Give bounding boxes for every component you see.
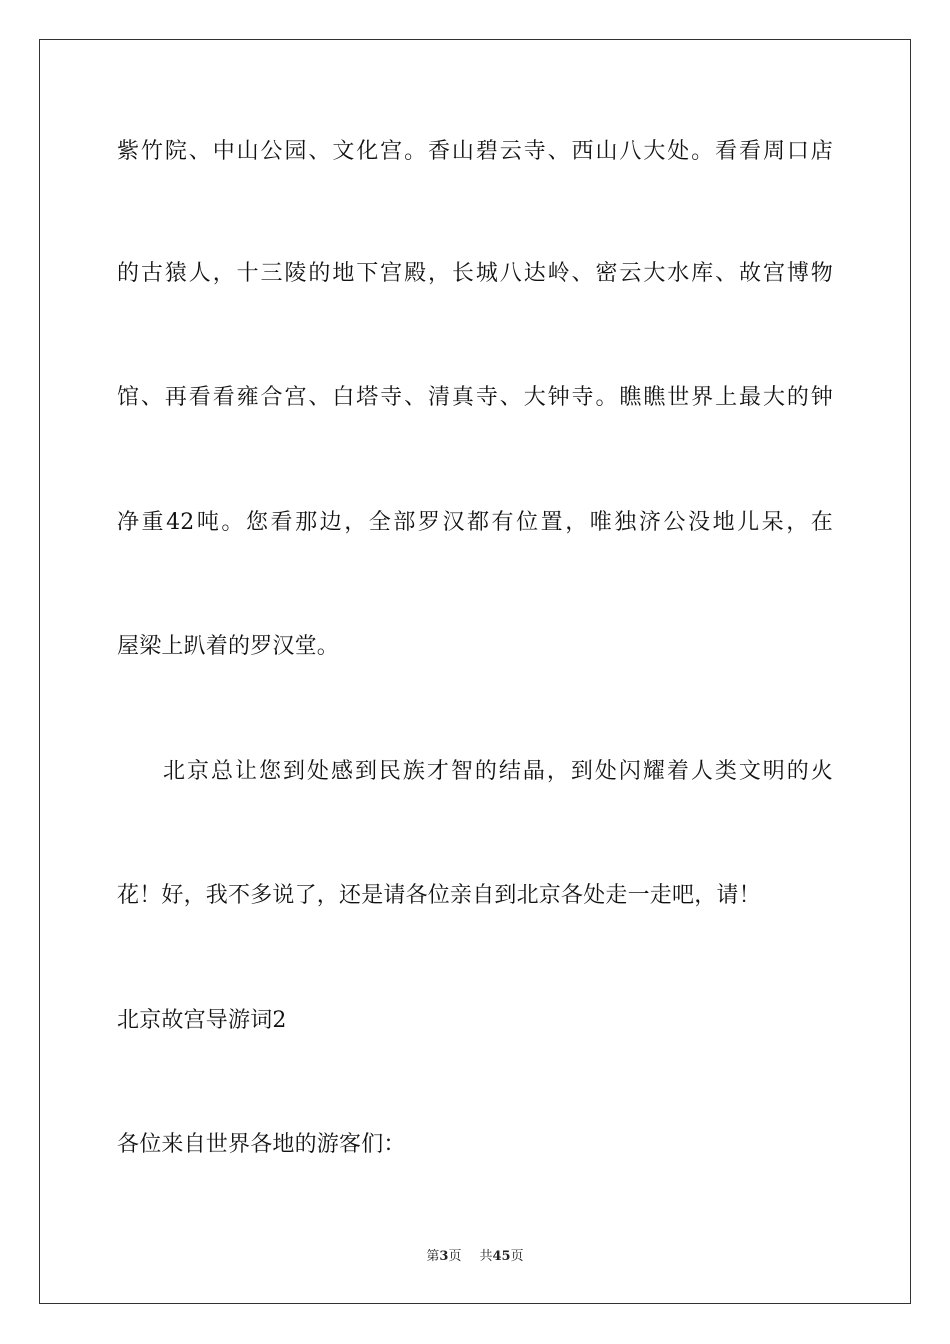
body-text-line: 净重42吨。您看那边，全部罗汉都有位置，唯独济公没地儿呆，在 [117,510,833,535]
page-suffix: 页 [448,1249,462,1264]
body-text-line: 馆、再看看雍合宫、白塔寺、清真寺、大钟寺。瞧瞧世界上最大的钟 [117,385,833,410]
body-text-line: 的古猿人，十三陵的地下宫殿，长城八达岭、密云大水库、故宫博物 [117,261,833,286]
page-number: 3 [439,1249,449,1264]
total-prefix: 共 [479,1249,493,1264]
body-text-line: 花！好，我不多说了，还是请各位亲自到北京各处走一走吧，请！ [117,883,761,908]
section-heading: 北京故宫导游词2 [117,1008,287,1033]
body-text-line: 紫竹院、中山公园、文化宫。香山碧云寺、西山八大处。看看周口店 [117,139,833,164]
page-border [39,39,911,1304]
body-text-line: 北京总让您到处感到民族才智的结晶，到处闪耀着人类文明的火 [163,759,833,784]
body-text-line: 屋梁上趴着的罗汉堂。 [117,634,340,659]
total-pages: 45 [492,1249,511,1264]
body-text-line: 各位来自世界各地的游客们： [117,1132,406,1157]
total-suffix: 页 [510,1249,524,1264]
page-prefix: 第 [426,1249,440,1264]
page-footer [0,1248,950,1266]
